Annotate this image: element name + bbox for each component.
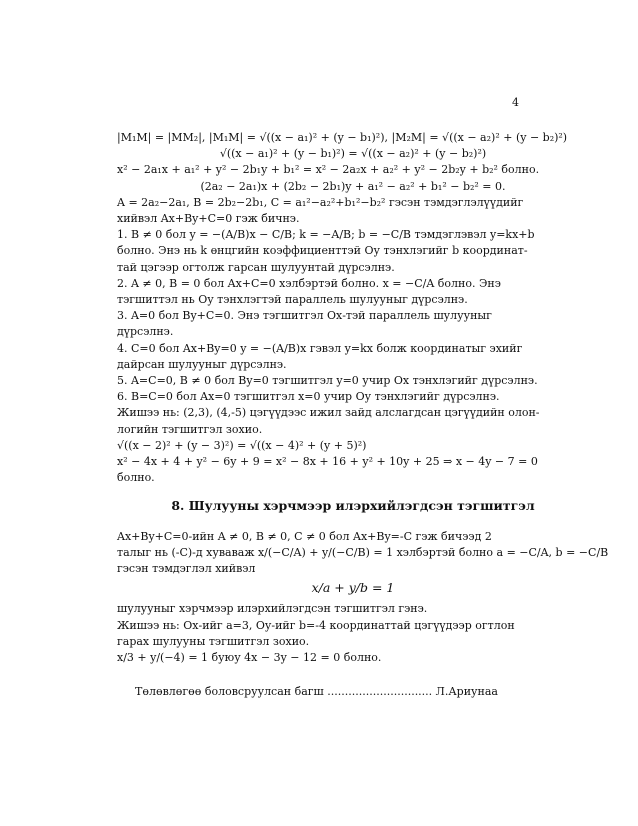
case-3-continued: дүрсэлнэ. [117,325,174,339]
example-line: Жишээ нь: (2,3), (4,-5) цэгүүдээс ижил зайд алслагдсан цэгүүдийн олон- [117,406,540,420]
case-1-continued: болно. Энэ нь k өнцгийн коэффициенттэй Оу тэнхлэгийг b координат- [117,244,528,258]
example-equation-line: √((x − 2)² + (y − 3)²) = √((x − 4)² + (y + 5)²) [117,438,367,452]
section-text-line: Ax+By+C=0-ийн A ≠ 0, B ≠ 0, C ≠ 0 бол Ax+By=-C гэж бичээд 2 [117,529,492,543]
example-result-line: болно. [117,471,155,485]
after-formula-line: Жишээ нь: Ох-ийг a=3, Оу-ийг b=-4 координаттай цэгүүдээр огтлон [117,618,515,632]
case-2-line: 2. A ≠ 0, B = 0 бол Ax+C=0 хэлбэртэй болно. x = −C/A болно. Энэ [117,276,501,290]
case-1-continued: тай цэгээр огтолж гарсан шулуунтай дүрсэлнэ. [117,260,395,274]
case-6-line: 6. B=C=0 бол Ax=0 тэгшитгэл x=0 учир Оу тэнхлэгийг дүрсэлнэ. [117,390,500,404]
section-text-line: талыг нь (-C)-д хуваваж x/(−C/A) + y/(−C/B) = 1 хэлбэртэй болно a = −C/A, b = −C/B [117,545,609,559]
example-continued: логийн тэгшитгэл зохио. [117,422,263,436]
case-5-line: 5. A=C=0, B ≠ 0 бол By=0 тэгшитгэл y=0 учир Ох тэнхлэгийг дүрсэлнэ. [117,374,538,388]
page-number: 4 [512,96,519,109]
example-expanded-line: x² − 4x + 4 + y² − 6y + 9 = x² − 8x + 16 + y² + 10y + 25 ⇒ x − 4y − 7 = 0 [117,455,538,469]
equidistant-equation-line: √((x − a₁)² + (y − b₁)²) = √((x − a₂)² + (y − b₂)²) [219,147,487,161]
page-body [117,130,609,666]
case-2-continued: тэгшиттэл нь Оу тэнхлэгтэй параллель шулууныг дүрсэлнэ. [117,293,468,307]
case-1-line: 1. B ≠ 0 бол y = −(A/B)x − C/B; k = −A/B; b = −C/B тэмдэглэвэл y=kx+b [117,228,535,242]
intercept-form-formula: x/a + y/b = 1 [311,580,395,596]
case-4-line: 4. C=0 бол Ax+By=0 y = −(A/B)x гэвэл y=kx болж координатыг эхийг [117,341,523,355]
case-3-line: 3. A=0 бол By+C=0. Энэ тэгшитгэл Ох-тэй параллель шулууныг [117,309,492,323]
footer-signature: Төлөвлөгөө боловсруулсан багш .............................. Л.Ариунаа [135,685,498,698]
section-text-line: гэсэн тэмдэглэл хийвэл [117,562,256,576]
general-form-line: хийвэл Ax+By+C=0 гэж бичнэ. [117,212,300,226]
distance-equation-line: |M₁M| = |MM₂|, |M₁M| = √((x − a₁)² + (y − b₁)²), |M₂M| = √((x − a₂)² + (y − b₂)²) [117,131,568,144]
coefficient-definition-line: A = 2a₂−2a₁, B = 2b₂−2b₁, C = a₁²−a₂²+b₁²−b₂² гэсэн тэмдэглэлүүдийг [117,195,524,209]
case-4-continued: дайрсан шулууныг дүрсэлнэ. [117,357,287,371]
expanded-equation-line: x² − 2a₁x + a₁² + y² − 2b₁y + b₁² = x² − 2a₂x + a₂² + y² − 2b₂y + b₂² болно. [117,163,540,177]
after-formula-line: шулууныг хэрчмээр илэрхийлэгдсэн тэгшитгэл гэнэ. [117,602,428,616]
after-formula-line: гарах шулууны тэгшитгэл зохио. [117,634,310,648]
after-formula-line: x/3 + y/(−4) = 1 буюу 4x − 3y − 12 = 0 болно. [117,651,382,665]
section-heading: 8. Шулууны хэрчмээр илэрхийлэгдсэн тэгшитгэл [171,498,535,514]
simplified-equation-line: (2a₂ − 2a₁)x + (2b₂ − 2b₁)y + a₁² − a₂² + b₁² − b₂² = 0. [200,179,506,193]
